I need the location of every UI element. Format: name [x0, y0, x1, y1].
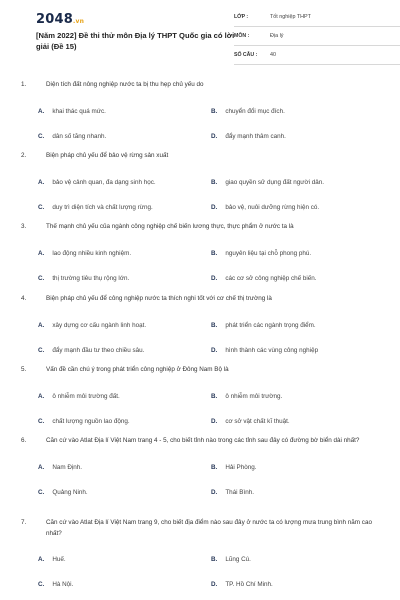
meta-label: MÔN : — [234, 33, 250, 39]
question-stem — [16, 518, 384, 539]
option-b[interactable]: B. giao quyền sử dụng đất người dân. — [211, 178, 324, 186]
question-text: Biện pháp chủ yếu để công nghiệp nước ta thích nghi tốt với cơ chế thị trường là — [46, 295, 272, 302]
options-group — [16, 233, 384, 287]
question-number: 2. — [21, 152, 27, 159]
option-b[interactable]: B. Lũng Cú. — [211, 556, 251, 563]
options-group — [16, 91, 384, 145]
options-group — [16, 376, 384, 430]
option-c[interactable]: C. thị trường tiêu thụ rộng lớn. — [38, 274, 130, 282]
option-a[interactable]: A. Nam Định. — [38, 463, 83, 471]
question-1 — [16, 80, 384, 145]
options-group — [16, 305, 384, 359]
meta-value: 40 — [270, 52, 276, 58]
question-text: Thế mạnh chủ yếu của ngành công nghiệp chế biến lương thực, thực phẩm ở nước ta là — [46, 223, 294, 230]
question-number: 6. — [21, 437, 27, 444]
option-d[interactable]: D. cơ sở vật chất kĩ thuật. — [211, 417, 290, 425]
logo-text: 2048 — [36, 12, 73, 27]
question-2 — [16, 151, 384, 216]
option-c[interactable]: C. Quảng Ninh. — [38, 488, 88, 496]
question-stem — [16, 80, 384, 91]
meta-value: Tốt nghiệp THPT — [270, 14, 311, 20]
exam-title: [Năm 2022] Đề thi thử môn Địa lý THPT Quốc gia có lời giải (Đề 15) — [36, 31, 235, 51]
question-stem — [16, 365, 384, 376]
option-c[interactable]: C. Hà Nội. — [38, 581, 74, 588]
option-a[interactable]: A. xây dựng cơ cấu ngành linh hoạt. — [38, 321, 147, 329]
question-stem — [16, 151, 384, 162]
option-a[interactable]: A. lao động nhiều kinh nghiệm. — [38, 249, 132, 257]
option-a[interactable]: A. bảo vệ cảnh quan, đa dạng sinh học. — [38, 178, 156, 186]
meta-value: Địa lý — [270, 33, 284, 39]
question-number: 3. — [21, 223, 27, 230]
question-4 — [16, 294, 384, 359]
question-text: Căn cứ vào Atlat Địa lí Việt Nam trang 9, cho biết địa điểm nào sau đây ở nước ta có lượng mưa trung bình năm cao nhất? — [46, 519, 372, 537]
option-a[interactable]: A. khai thác quá mức. — [38, 107, 106, 115]
question-stem — [16, 436, 384, 447]
option-b[interactable]: B. nguyên liệu tại chỗ phong phú. — [211, 249, 312, 257]
question-number: 7. — [21, 519, 27, 526]
options-group — [16, 539, 384, 593]
question-text: Vấn đề cần chú ý trong phát triển công nghiệp ở Đông Nam Bộ là — [46, 366, 229, 373]
exam-header — [16, 0, 384, 76]
option-d[interactable]: D. hình thành các vùng công nghiệp — [211, 346, 319, 354]
option-b[interactable]: B. phát triển các ngành trọng điểm. — [211, 321, 316, 329]
question-number: 1. — [21, 81, 27, 88]
meta-label: LỚP : — [234, 14, 249, 20]
site-logo[interactable] — [36, 12, 84, 27]
option-b[interactable]: B. ô nhiễm môi trường. — [211, 392, 283, 400]
meta-row-grade — [234, 8, 400, 27]
option-d[interactable]: D. các cơ sở công nghiệp chế biến. — [211, 274, 317, 282]
question-5 — [16, 365, 384, 430]
question-6 — [16, 436, 384, 501]
options-group — [16, 162, 384, 216]
question-text: Căn cứ vào Atlat Địa lí Việt Nam trang 4 - 5, cho biết tỉnh nào trong các tỉnh sau đây có đường bờ biển dài nhất? — [46, 437, 360, 444]
question-text: Diện tích đất nông nghiệp nước ta bị thu hẹp chủ yếu do — [46, 81, 204, 88]
logo-suffix: .vn — [72, 18, 85, 25]
options-group — [16, 447, 384, 501]
option-c[interactable]: C. đẩy mạnh đầu tư theo chiều sâu. — [38, 346, 145, 354]
option-b[interactable]: B. Hải Phòng. — [211, 463, 257, 471]
meta-row-subject — [234, 27, 400, 46]
option-c[interactable]: C. chất lượng nguồn lao động. — [38, 417, 130, 425]
question-stem — [16, 294, 384, 305]
question-stem — [16, 222, 384, 233]
question-7 — [16, 518, 384, 593]
option-d[interactable]: D. Thái Bình. — [211, 488, 255, 496]
question-number: 4. — [21, 295, 27, 302]
exam-meta-box — [234, 8, 400, 65]
meta-row-count — [234, 46, 400, 65]
option-d[interactable]: D. bảo vệ, nuôi dưỡng rừng hiện có. — [211, 203, 320, 211]
option-b[interactable]: B. chuyển đổi mục đích. — [211, 107, 285, 115]
meta-label: SỐ CÂU : — [234, 52, 258, 58]
question-number: 5. — [21, 366, 27, 373]
option-d[interactable]: D. đẩy mạnh thâm canh. — [211, 132, 286, 140]
option-c[interactable]: C. dân số tăng nhanh. — [38, 132, 107, 140]
question-text: Biện pháp chủ yếu để bảo vệ rừng sản xuất — [46, 152, 169, 159]
option-c[interactable]: C. duy trì diện tích và chất lượng rừng. — [38, 203, 153, 211]
question-3 — [16, 222, 384, 287]
option-a[interactable]: A. Huế. — [38, 556, 66, 563]
option-a[interactable]: A. ô nhiễm môi trường đất. — [38, 392, 120, 400]
option-d[interactable]: D. TP. Hồ Chí Minh. — [211, 581, 273, 588]
